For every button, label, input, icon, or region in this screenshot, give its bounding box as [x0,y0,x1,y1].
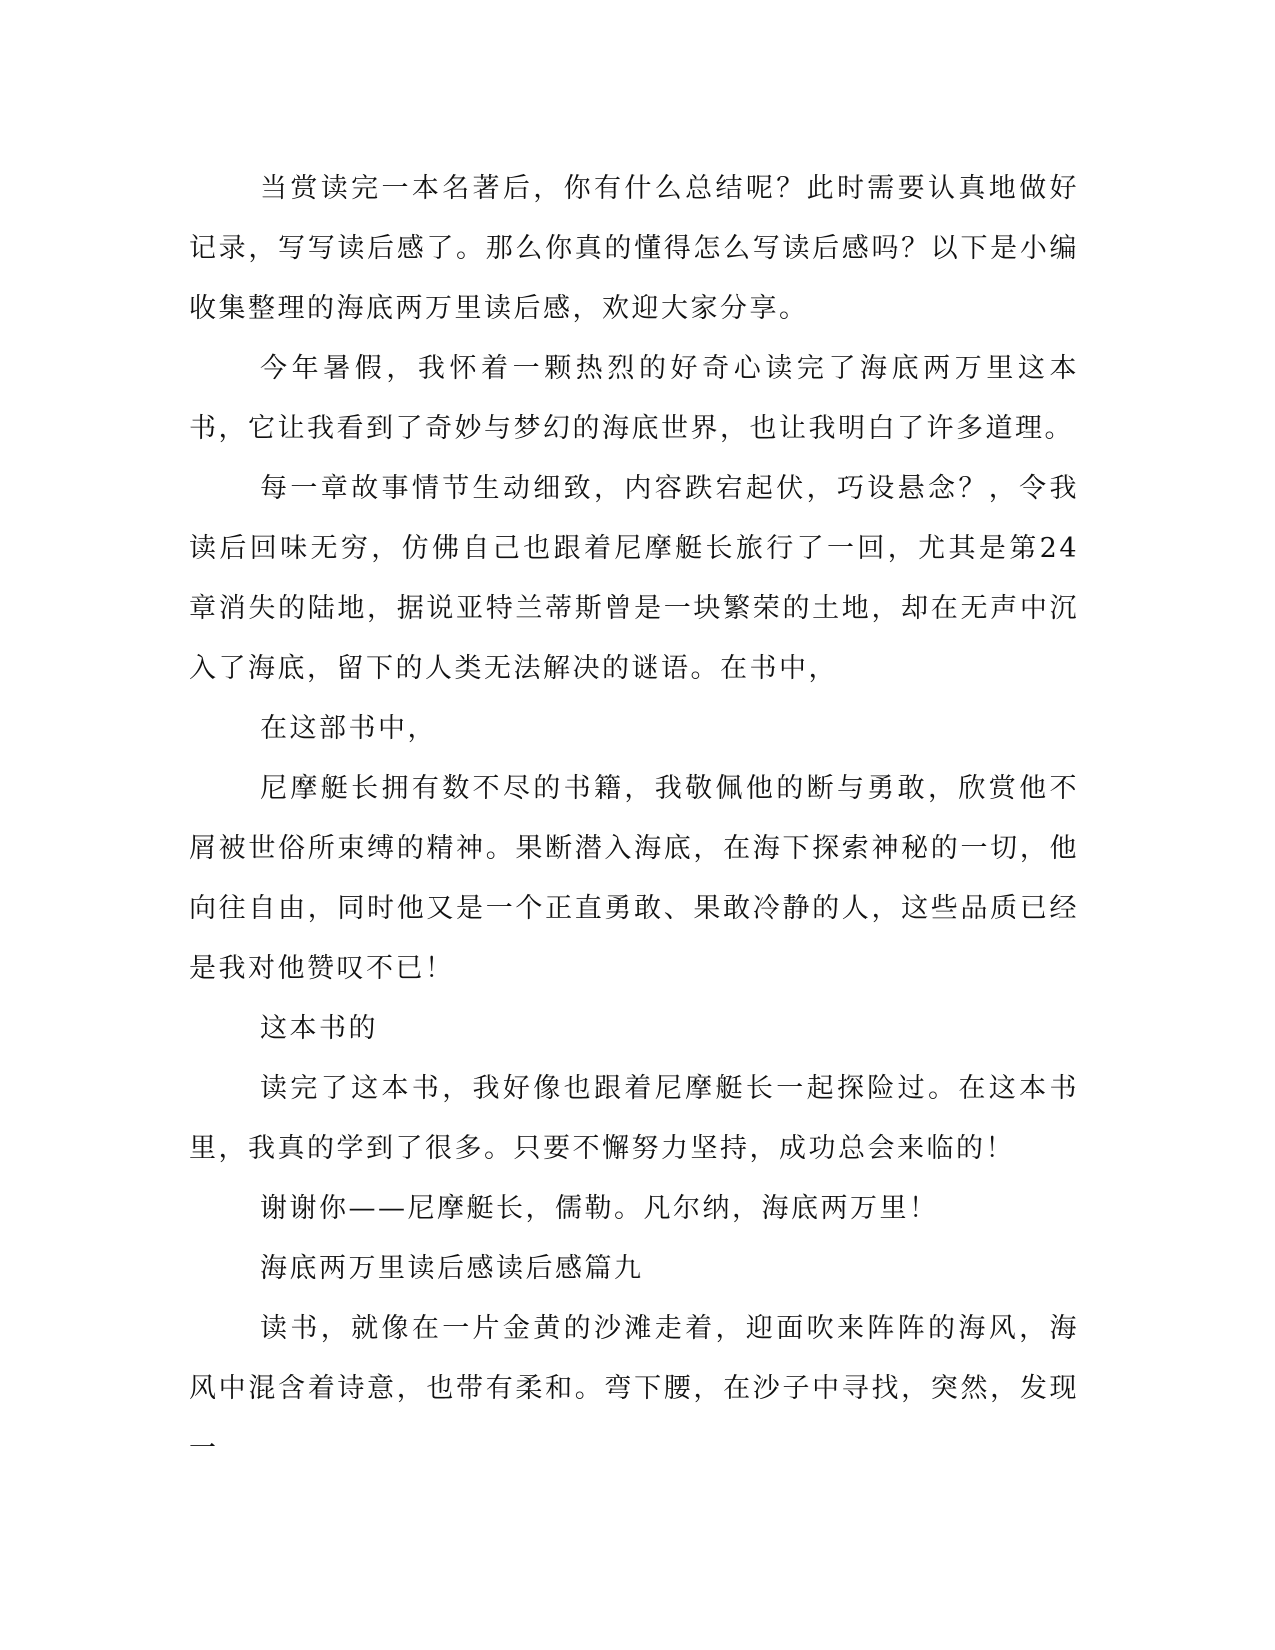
paragraph-chapter-plot: 每一章故事情节生动细致，内容跌宕起伏，巧设悬念？，令我读后回味无穷，仿佛自己也跟着尼摩艇长旅行了一回，尤其是第24章消失的陆地，据说亚特兰蒂斯曾是一块繁荣的土地，却在无声中沉入了海底，留下的人类无法解决的谜语。在书中， [189,473,1079,684]
paragraph-reading-like-beach: 读书，就像在一片金黄的沙滩走着，迎面吹来阵阵的海风，海风中混含着诗意，也带有柔和。弯下腰，在沙子中寻找，突然，发现一 [189,1313,1079,1464]
paragraph-thanks: 谢谢你——尼摩艇长，儒勒。凡尔纳，海底两万里！ [260,1193,939,1224]
paragraph-intro: 当赏读完一本名著后，你有什么总结呢？此时需要认真地做好记录，写写读后感了。那么你真的懂得怎么写读后感吗？以下是小编收集整理的海底两万里读后感，欢迎大家分享。 [189,173,1079,324]
paragraph-captain-nemo: 尼摩艇长拥有数不尽的书籍，我敬佩他的断与勇敢，欣赏他不屑被世俗所束缚的精神。果断潜入海底，在海下探索神秘的一切，他向往自由，同时他又是一个正直勇敢、果敢冷静的人，这些品质已经是我对他赞叹不已！ [189,773,1079,984]
paragraph-summer-reading: 今年暑假，我怀着一颗热烈的好奇心读完了海底两万里这本书，它让我看到了奇妙与梦幻的海底世界，也让我明白了许多道理。 [189,353,1079,444]
paragraph-this-book: 这本书的 [260,1013,378,1044]
paragraph-after-reading: 读完了这本书，我好像也跟着尼摩艇长一起探险过。在这本书里，我真的学到了很多。只要不懈努力坚持，成功总会来临的！ [189,1073,1079,1164]
article-body [189,159,1079,1479]
paragraph-in-this-book: 在这部书中， [260,713,437,744]
section-heading-part-nine: 海底两万里读后感读后感篇九 [260,1253,644,1284]
